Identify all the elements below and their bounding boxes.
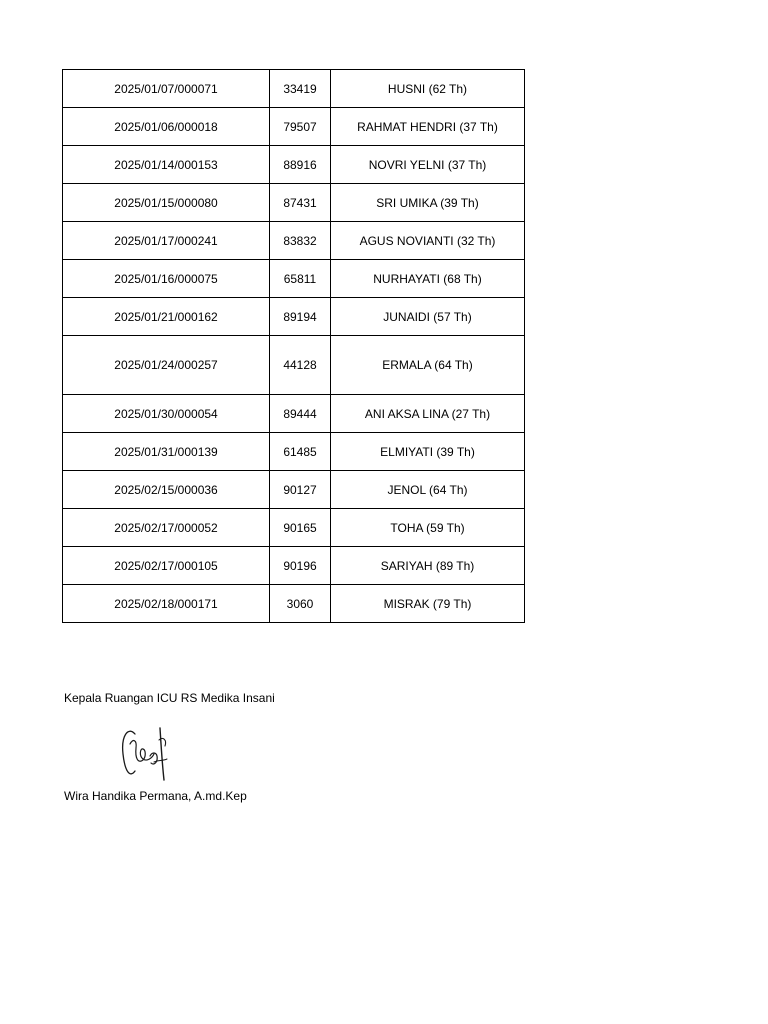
registration-number-cell: 2025/01/14/000153 (63, 146, 270, 184)
patient-name-cell: SRI UMIKA (39 Th) (331, 184, 525, 222)
registration-number-cell: 2025/01/30/000054 (63, 395, 270, 433)
handwritten-signature (88, 716, 208, 786)
patient-name-cell: SARIYAH (89 Th) (331, 547, 525, 585)
registration-number-cell: 2025/01/17/000241 (63, 222, 270, 260)
medical-record-number-cell: 33419 (270, 70, 331, 108)
patient-name-cell: HUSNI (62 Th) (331, 70, 525, 108)
table-row (63, 184, 525, 222)
patient-name-cell: ERMALA (64 Th) (331, 336, 525, 395)
registration-number-cell: 2025/01/21/000162 (63, 298, 270, 336)
medical-record-number-cell: 61485 (270, 433, 331, 471)
patient-name-cell: JUNAIDI (57 Th) (331, 298, 525, 336)
medical-record-number-cell: 88916 (270, 146, 331, 184)
table-row (63, 395, 525, 433)
medical-record-number-cell: 87431 (270, 184, 331, 222)
signatory-name: Wira Handika Permana, A.md.Kep (64, 789, 247, 803)
registration-number-cell: 2025/02/17/000105 (63, 547, 270, 585)
table-row (63, 585, 525, 623)
patient-name-cell: MISRAK (79 Th) (331, 585, 525, 623)
patient-name-cell: RAHMAT HENDRI (37 Th) (331, 108, 525, 146)
medical-record-number-cell: 89194 (270, 298, 331, 336)
registration-number-cell: 2025/01/07/000071 (63, 70, 270, 108)
medical-record-number-cell: 3060 (270, 585, 331, 623)
table-row (63, 509, 525, 547)
medical-record-number-cell: 90127 (270, 471, 331, 509)
table-row (63, 433, 525, 471)
medical-record-number-cell: 90165 (270, 509, 331, 547)
patient-name-cell: JENOL (64 Th) (331, 471, 525, 509)
registration-number-cell: 2025/01/06/000018 (63, 108, 270, 146)
patient-name-cell: TOHA (59 Th) (331, 509, 525, 547)
medical-record-number-cell: 83832 (270, 222, 331, 260)
medical-record-number-cell: 79507 (270, 108, 331, 146)
registration-number-cell: 2025/02/18/000171 (63, 585, 270, 623)
patient-name-cell: ELMIYATI (39 Th) (331, 433, 525, 471)
registration-number-cell: 2025/01/15/000080 (63, 184, 270, 222)
registration-number-cell: 2025/01/24/000257 (63, 336, 270, 395)
table-row (63, 260, 525, 298)
signatory-title: Kepala Ruangan ICU RS Medika Insani (64, 691, 275, 705)
patient-name-cell: AGUS NOVIANTI (32 Th) (331, 222, 525, 260)
table-row (63, 547, 525, 585)
table-row (63, 108, 525, 146)
registration-number-cell: 2025/02/15/000036 (63, 471, 270, 509)
table-row (63, 336, 525, 395)
table-row (63, 471, 525, 509)
medical-record-number-cell: 65811 (270, 260, 331, 298)
table-row (63, 298, 525, 336)
table-row (63, 146, 525, 184)
patient-records-table (62, 69, 525, 623)
medical-record-number-cell: 89444 (270, 395, 331, 433)
patient-name-cell: NOVRI YELNI (37 Th) (331, 146, 525, 184)
registration-number-cell: 2025/01/31/000139 (63, 433, 270, 471)
patient-name-cell: NURHAYATI (68 Th) (331, 260, 525, 298)
table-row (63, 70, 525, 108)
registration-number-cell: 2025/02/17/000052 (63, 509, 270, 547)
table-row (63, 222, 525, 260)
registration-number-cell: 2025/01/16/000075 (63, 260, 270, 298)
medical-record-number-cell: 90196 (270, 547, 331, 585)
medical-record-number-cell: 44128 (270, 336, 331, 395)
patient-name-cell: ANI AKSA LINA (27 Th) (331, 395, 525, 433)
